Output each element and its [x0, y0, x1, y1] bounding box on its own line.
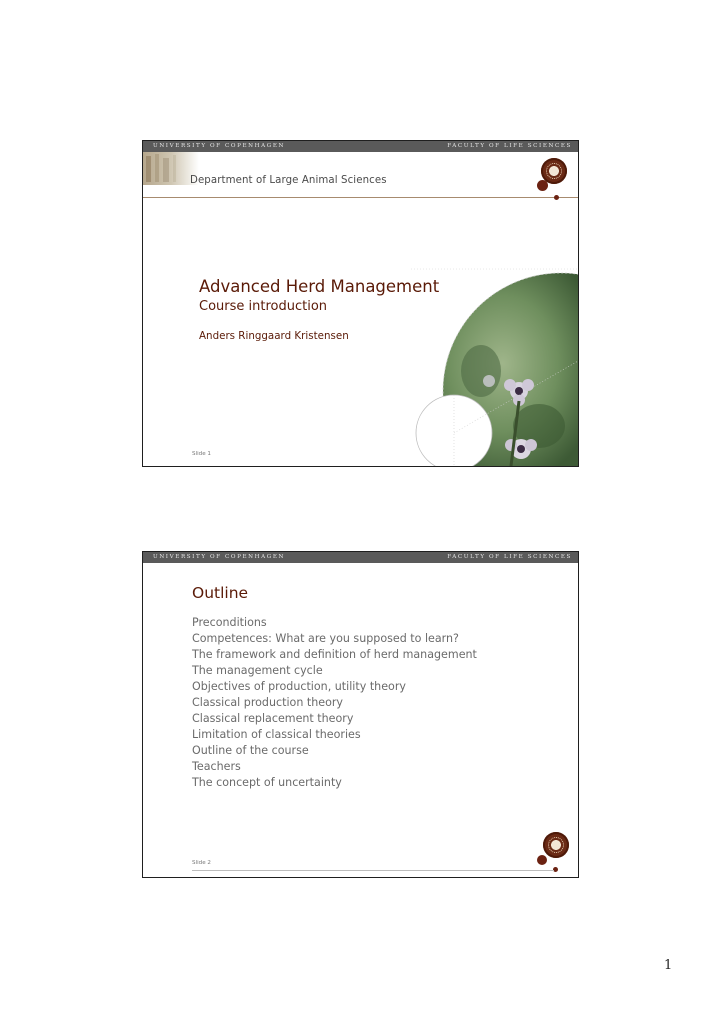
list-item: Classical replacement theory [192, 712, 354, 725]
slide-title: Outline [192, 584, 249, 602]
accent-dot-large [537, 855, 547, 865]
list-item: Preconditions [192, 616, 267, 629]
header-divider [143, 197, 578, 198]
department-name: Department of Large Animal Sciences [190, 175, 387, 186]
list-item: The management cycle [192, 664, 323, 677]
list-item: Outline of the course [192, 744, 309, 757]
faculty-name: FACULTY OF LIFE SCIENCES [447, 554, 572, 560]
list-item: Objectives of production, utility theory [192, 680, 406, 693]
slide-2 [142, 551, 579, 878]
slide-number: Slide 2 [192, 860, 211, 866]
list-item: Limitation of classical theories [192, 728, 361, 741]
list-item: Teachers [192, 760, 241, 773]
list-item: Competences: What are you supposed to learn? [192, 632, 459, 645]
presentation-title: Advanced Herd Management [199, 277, 440, 296]
page-number: 1 [664, 958, 673, 973]
university-seal-icon [543, 832, 569, 858]
slide-number: Slide 1 [192, 451, 211, 457]
slide-1 [142, 140, 579, 467]
slide-header-bar [143, 141, 578, 152]
list-item: Classical production theory [192, 696, 343, 709]
list-item: The framework and definition of herd management [192, 648, 477, 661]
faculty-name: FACULTY OF LIFE SCIENCES [447, 143, 572, 149]
slide-header-bar [143, 552, 578, 563]
outline-list [192, 615, 477, 791]
accent-dot-small [554, 195, 559, 200]
university-name: UNIVERSITY OF COPENHAGEN [153, 554, 286, 560]
list-item: The concept of uncertainty [192, 776, 342, 789]
university-name: UNIVERSITY OF COPENHAGEN [153, 143, 286, 149]
footer-divider [192, 870, 554, 871]
presentation-subtitle: Course introduction [199, 299, 328, 314]
accent-dot-large [537, 180, 548, 191]
author-name: Anders Ringgaard Kristensen [199, 330, 349, 342]
